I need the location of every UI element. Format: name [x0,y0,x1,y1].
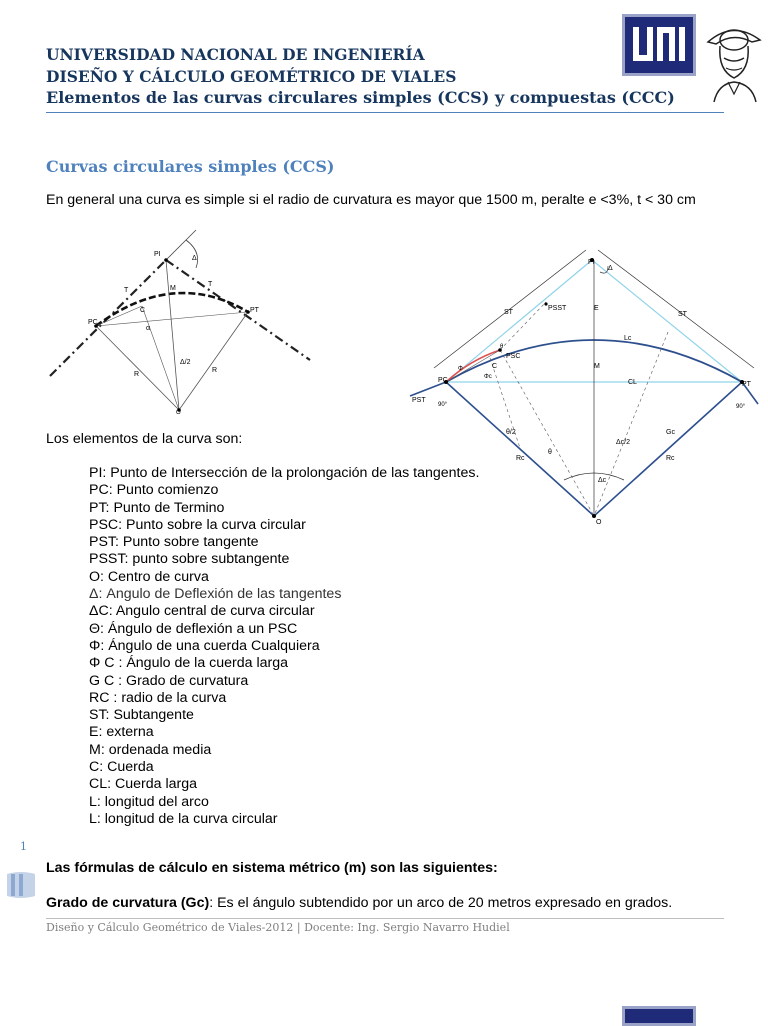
list-item: L: longitud de la curva circular [89,810,278,827]
label-right-st2: ST [678,311,687,318]
university-logo-icon [622,14,696,76]
label-right-theta: θ [500,344,504,350]
label-right-rc2: Rc [666,455,675,462]
label-right-90a: 90° [438,402,448,408]
label-left-pt: PT [250,307,259,314]
label-left-t1: T [124,287,129,294]
elements-list [89,465,479,828]
label-left-o: O [176,410,181,416]
label-left-alpha: α [146,325,151,332]
footer-rule [46,918,724,919]
list-item: Θ: Ángulo de deflexión a un PSC [89,620,298,637]
sidebar-tab-icon [5,870,37,900]
gc-definition [46,895,672,911]
label-right-psst: PSST [548,305,567,312]
formulas-title: Las fórmulas de cálculo en sistema métrico (m) son las siguientes: [46,860,498,876]
page-number: 1 [20,840,27,853]
list-item: ST: Subtangente [89,707,194,724]
label-left-pc: PC [88,319,98,326]
list-item: CL: Cuerda larga [89,776,198,793]
label-right-pc: PC [438,377,448,384]
label-left-r2: R [212,367,218,374]
list-item: Φ C : Ángulo de la cuerda larga [89,655,289,672]
label-right-pt: PT [742,381,751,388]
list-item: PST: Punto sobre tangente [89,534,259,551]
header-topic: Elementos de las curvas circulares simples (CCS) y compuestas (CCC) [46,88,675,107]
label-right-m: M [594,363,600,370]
label-right-gc: Gc [666,429,675,436]
label-left-delta: Δ [192,255,197,262]
label-right-c: C [492,363,498,370]
label-left-c: C [140,307,146,314]
list-item: PT: Punto de Termino [89,499,225,516]
list-item: ΔC: Angulo central de curva circular [89,603,315,620]
label-right-theta2: θ [548,449,552,456]
label-right-phic: Φc [484,374,492,380]
label-left-half-delta: Δ/2 [180,359,191,366]
portrait-icon [700,12,766,104]
list-item: L: longitud del arco [89,793,209,810]
label-right-e: E [594,305,599,312]
header-course: DISEÑO Y CÁLCULO GEOMÉTRICO DE VIALES [46,67,457,86]
label-left-r1: R [134,371,140,378]
curve-diagram-left [46,228,316,418]
elements-title: Los elementos de la curva son: [46,431,243,447]
list-item: G C : Grado de curvatura [89,672,249,689]
gc-text: : Es el ángulo subtendido por un arco de 20 metros expresado en grados. [209,895,673,911]
label-right-lc: Lc [624,335,632,342]
label-right-cl: CL [628,379,637,386]
university-logo-icon [622,1006,696,1026]
label-right-o: O [596,519,602,526]
list-item: E: externa [89,724,154,741]
label-right-deltac-half: Δc/2 [616,439,631,446]
section-title: Curvas circulares simples (CCS) [46,157,335,176]
list-item: PSC: Punto sobre la curva circular [89,516,306,533]
intro-paragraph: En general una curva es simple si el radio de curvatura es mayor que 1500 m, peralte e <3%, t < 30 cm [46,192,696,208]
label-right-delta: Δ [608,265,613,272]
gc-label: Grado de curvatura (Gc) [46,895,210,911]
label-right-deltac: Δc [598,477,607,484]
label-left-t2: T [208,281,213,288]
label-right-theta-half: θ/2 [506,429,516,436]
list-item: M: ordenada media [89,741,212,758]
label-right-psc: PSC [506,353,521,360]
footer-text: Diseño y Cálculo Geométrico de Viales-2012 | Docente: Ing. Sergio Navarro Hudiel [46,921,510,934]
list-item: C: Cuerda [89,759,154,776]
list-item: PI: Punto de Intersección de la prolongación de las tangentes. [89,465,480,481]
label-left-m: M [170,285,176,292]
list-item: PC: Punto comienzo [89,482,219,499]
header-university: UNIVERSIDAD NACIONAL DE INGENIERÍA [46,45,425,64]
list-item: PSST: punto sobre subtangente [89,551,290,568]
label-left-pi: PI [154,251,161,258]
list-item: RC : radio de la curva [89,689,227,706]
label-right-pst: PST [412,397,426,404]
header-rule [46,112,724,113]
list-item: Δ: Angulo de Deflexión de las tangentes [89,586,342,603]
list-item: Φ: Ángulo de una cuerda Cualquiera [89,637,320,654]
label-right-phi: Φ [458,366,463,372]
label-right-pi: PI [588,259,595,266]
label-right-90b: 90° [736,404,746,410]
label-right-rc1: Rc [516,455,525,462]
list-item: O: Centro de curva [89,568,209,585]
label-right-st1: ST [504,309,513,316]
